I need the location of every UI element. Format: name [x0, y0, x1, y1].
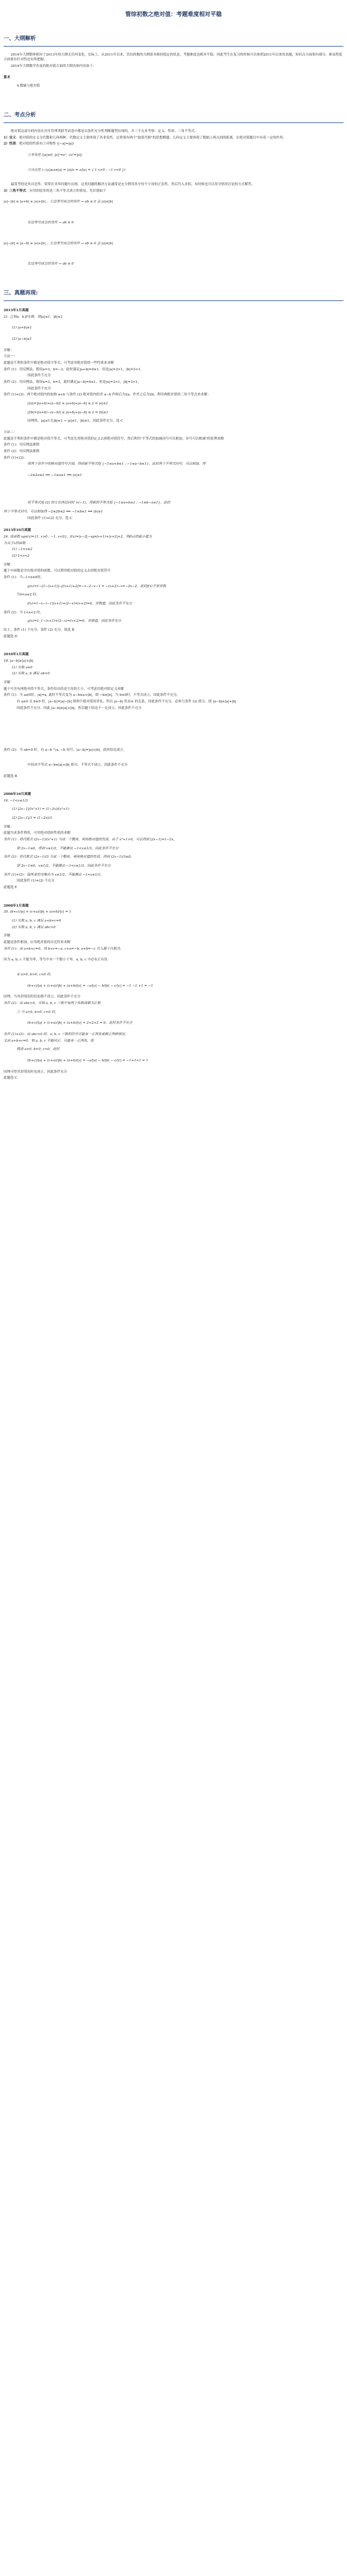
definition-label: 1）定义: [4, 136, 16, 140]
answer-label: 详解：: [4, 934, 14, 938]
method-label: 方法二：: [4, 430, 17, 434]
solution-line: 条件 (2)：当 ab<0 时，有 a−b 与a, −b 同号，|a−b|=|a|+|b|，此时结论成立，: [4, 748, 127, 753]
section-divider: [4, 46, 343, 47]
condition-option: (1) 实数 a≥0: [12, 665, 33, 670]
solution-line: 此题选 D: [4, 634, 18, 638]
formula: f(x)=1−x−(−1)(x+1)+(2−x)=(x+2)=6，常数值，因此条件不充分: [27, 602, 133, 606]
answer-label: 详解：: [4, 348, 14, 352]
solution-line: 因此条件不充分，因此 |a−b|≥|a|+|b|，所以题干结论不一定成立，因此条件不充分: [17, 706, 142, 710]
solution-line: 条件 (2)：将代数式 (2x−1)/3 当成一个整体，利用绝对值的性质，得到 (2x−1)/3≤0，: [4, 855, 134, 859]
solution-line: 两个不等式同号，可以相加得 −2≤2b≤2 ⟹ −1≤b≤1 ⟹ |b|≤1: [4, 510, 103, 514]
formula: |a|−|b| ≤ |a+b| ≤ |a|+|b| ，左边等号成立的条件 → ab ≤ 0 且 |a|≥|b|: [4, 200, 113, 204]
solution-line: 因为 a, b, c 不能为零，等号中有一个数小于零，a, b, c 中必有正有负: [4, 958, 108, 962]
question-stem: 为关于x的函数: [4, 541, 26, 545]
section-divider: [4, 300, 343, 301]
solution-line: 条件 (2)：用反例法排除: [4, 449, 40, 453]
solution-line: 当0<x≤2 时，: [17, 593, 40, 597]
exam-year-label: 2008年1月真题: [4, 904, 29, 908]
formula: |a|−|b| ≤ |a−b| ≤ |a|+|b| ，左边等号成立的条件 → ab ≥ 0 且 |a|≥|b|: [4, 241, 113, 245]
formula: (b+c)/|a| + (c+a)/|b| + (a+b)/|c| = −a/|a| − b/|b| − c/|c| = −1 −1 +1 = −1: [27, 984, 153, 988]
answer-label: 详解：: [4, 825, 14, 829]
solution-line: 此题是不利用条件中都是绝对值不等式，可考虑用绝对值的一些性质来求解: [4, 361, 114, 365]
solution-line: 因此条件 (1)+(2) 充分，选 C: [27, 516, 72, 520]
solution-line: 因此条件 (1)+(2) 不充分: [17, 879, 55, 883]
formula: g(x)=1_1−(x+1)+(2−x)=(x+2)=6，常数值，因此条件充分: [27, 619, 121, 624]
condition-option: (1) |2x−1|/(x²+1) = (1−2x)/(x²+1): [12, 808, 69, 812]
condition-option: (1) −1<x≤2: [12, 548, 33, 552]
solution-line: 因此条件不充分: [27, 374, 51, 378]
solution-line: 因此条件不充分: [27, 386, 51, 391]
solution-line: 此题是不利用条件中都是绝对值不等式，可考虑先用绝对值的定义去掉绝对值符号，然后利用"不等式的加减同号可以相加，异号可以相减"的原理来解: [4, 437, 224, 441]
condition-option: (1) 实数 a, b, c 满足 a+b+c=0: [12, 919, 62, 923]
solution-line: 综上，条件 (1) 不充分，条件 (2) 充分，故选 B: [4, 628, 75, 632]
solution-line: ① 当 a>0, b>0, c>0 时，: [17, 1010, 59, 1014]
solution-line: 条件 (1)：由 a+b+c=0，将 b+c=−a, c+a=−b, a+b=−c 代入题干代数式，: [4, 947, 124, 951]
section-heading-analysis: 二、考点分析: [4, 112, 36, 118]
question-stem: 30. (b+c)/|a| + (c+a)/|b| + (a+b)/|c| = 1: [4, 910, 72, 914]
property-formula: ②非负性 (|a|≥0, |a|²=a², √a²=|a|): [27, 153, 82, 157]
question-stem: 16. −1<x≤1/3: [4, 799, 28, 803]
formula: (b+c)/|a| + (c+a)/|b| + (a+b)/|c| = −a/|a| − b/|b| − c/|c| = −1+1+1 = 1: [27, 1058, 149, 1063]
solution-line: 条件 (2)：用反例法，假设a=3，b=3，此时满足|a−b|=0≤1，但是|a|=3>1，|b|=3>1，: [4, 380, 141, 384]
formula: 右边等号成立的条件 → ab ≤ 0: [27, 262, 74, 266]
property-text: ：绝对值的性质有①对称性 (|−a|=|a|): [16, 142, 74, 146]
solution-line: 条件 (1)+(2)：取两者的交集仍为 x≤1/2，不能推出 −1<x≤1/3，: [4, 873, 104, 877]
formula: |2b|=|(a+b)−(a−b)| ≤ |a+b|+|a−b| ≤ 2 ⇒ |b|≤1: [27, 410, 109, 415]
property-label: 2）性质: [4, 142, 16, 146]
solution-line: 此题为求条件利用，可用绝对值转性质的求解: [4, 831, 70, 836]
triangle-inequality-text: ：应用的较多的是三角不等式成立的情况，先识别如下: [26, 189, 106, 193]
condition-option: (2) |2x−1|/3 = (1−2x)/3: [12, 816, 52, 821]
solution-line: 此题是条件相加，应用绝对值的自比性来求解: [4, 940, 70, 944]
solution-line: 有 a≥0 且 b≥0 时，|a−b|=|a|−|b| 即两个绝对值项非负，所以 |a−b| 仍有≥ 的关系，因此条件不充分，必须与条件 (2) 联合，即 |a−b|≥|a|+|b|: [17, 699, 237, 704]
answer-label: 详解：: [4, 680, 14, 684]
section-heading-exam-questions: 三、真题再现:: [4, 290, 38, 297]
solution-line: 条件 (1)+(2)：: [4, 456, 27, 460]
solution-line: 条件 (1)：当 a≥0时，|a|=a, 此时不等式变为 a−b≥a+|b|，即 −b≥|b|，当 b≤0时，不等式成立，因此条件不充分，: [4, 693, 180, 698]
page-title: 管综初数之绝对值：考题难度相对平稳: [125, 11, 222, 18]
condition-option: (2) 实数 a, b, c 满足 abc>0: [12, 925, 56, 929]
solution-line: 题干中含有两绝对值不等式，条件给出的是字母的大小，可考虑用绝对值定义来解: [4, 687, 124, 691]
solution-line: 条件 (2)：由 abc>0，可知 a, b, c 三数中有两个负数或都为正数: [4, 1001, 101, 1005]
solution-line: 假设 a>0, b<0, c<0，此时: [17, 1048, 60, 1052]
solution-line: 题干中函数是含有绝对值的函数，可以利用绝对值的定义去掉绝对值符号: [4, 569, 111, 573]
formula: 右边等号成立的条件 → ab ≥ 0: [27, 221, 74, 225]
solution-line: 中间求不等式 a−b≥|a|+|b| 即可，不等式不成立，因此条件不充分: [27, 763, 128, 767]
solution-line: 同理得，|a|≤1且|b|≤1 → |a|≤1，|b|≤1，因此条件充分，选 C: [27, 419, 124, 423]
exam-year-label: 2008年10月真题: [4, 793, 31, 797]
formula: (b+c)/|a| + (c+a)/|b| + (a+b)/|c| = 2+2+2 = 6，此时条件不充分: [27, 1021, 133, 1026]
question-stem: 21. 已知a，b是实数，则|a|≤1，|b|≤1: [4, 315, 63, 319]
paragraph: 2014年大纲数学涉及的绝对值方面的大纲具体内容如下：: [11, 64, 96, 68]
formula: −2≤2a≤2 ⟹ −1≤a≤1 ⟹ |a|≤1: [27, 473, 82, 477]
exam-year-label: 2010年1月真题: [4, 653, 29, 657]
paragraph: 2014年大纲整体相对于2013年的大纲无任何变化，实际上，从2011年以来，管综的数的大纲基本维持稳定的状态，考题难度也相对平稳。因此考生在复习的时候可以参照2011年以来的真题，知识点方面要有细分，难易程度方面要有针对性还有所把握。: [4, 53, 342, 62]
solution-line: 同理，当其余情况时结论都不成立，因此条件不充分: [4, 995, 81, 999]
question-stem: 24. 设函数 sgn(x)={1, x>0 ; −1, x<0}，f(x)=|x−2|−sgn(x+1)+|x+2|+2，则f(x)的最小值为: [4, 535, 152, 539]
section-heading-outline: 一、大纲解析: [4, 35, 36, 42]
solution-line: 此题选 E: [4, 886, 17, 890]
condition-option: (2) |a−b|≤1: [12, 337, 32, 341]
property-formula: ③自比性 (−|a|≤a≤|a| ⇒ |a|/a = a/|a| = { 1 x>0 ; −1 x<0 }): [27, 168, 125, 172]
paragraph: 最常考的是其自比性，常常在非零问题中出现。这类问题的解决方法通常是充分利用其中每个字母的正负性，然后代入求值，有时候也可以用分情况讨论的方式解答。: [11, 183, 255, 187]
solution-line: 条件 (1)：用反例法排除: [4, 443, 40, 447]
answer-label: 详解：: [4, 563, 14, 567]
solution-line: 又由 a+b+c=0，知 a, b, c 不能同正，只能有一正两负，即: [4, 1039, 94, 1043]
outline-item: 4.数轴与绝对值: [17, 84, 40, 88]
solution-line: 将两个条件中的绝对值符号去掉，得到新不等式组 {−1≤a+b≤1 ; −1≤a−b≤1}，此时两个不等式同号，可以相加，得: [27, 462, 206, 466]
solution-line: 此题选 B: [4, 774, 17, 778]
solution-line: 条件 (1)：将代数式 (2x−1)/(x²+1) 当成一个整体，利用绝对值的性质，由于 x²+1>0，可以得到 |2x−1|=1−2x，: [4, 838, 177, 842]
question-stem: 18. |a−b|≥|a|+|b|: [4, 659, 33, 663]
condition-option: (2) 实数 a, b 满足 ab<0: [12, 672, 50, 676]
exam-year-label: 2013年10月真题: [4, 529, 31, 533]
formula: g(x)=1−[1−(x+1)]−[(x+1)+2]=−x−2−x−1 = −(x+2)−x=−2x−2，此时f(x)不是常数: [27, 584, 166, 588]
section-divider: [4, 122, 343, 123]
method-label: 方法一：: [4, 355, 17, 359]
page: [0, 0, 347, 1081]
solution-line: 条件 (1)：用反例法，假设a=3，b=−3，此时满足|a+b|=0≤1，但是|a|=3>1，|b|=3>1，: [4, 367, 144, 371]
solution-line: 将不等式组 (2) 的左右两边同时 ×(−1)，得新的不等式组 {−1≤a+b≤1 ; −1≤b−a≤1}，此时: [27, 501, 171, 505]
solution-line: 同理可得其余情况时也成立，因此条件充分: [4, 1070, 67, 1074]
formula: |2a|=|(a+b)+(a−b)| ≤ |a+b|+|a−b| ≤ 2 ⇒ |a|≤1: [27, 401, 108, 406]
solution-line: ① a>0, b>0, c<0 时，: [17, 972, 54, 977]
solution-line: 条件 (2)：当 1<x<2 时，: [4, 610, 44, 615]
paragraph: 绝对值这部分的内容在历年管理类联考试卷中都是以条件充分性判断题型出现的，并三个点来考察：定义、性质、三角不等式。: [11, 129, 198, 133]
solution-line: 条件 (1)：当−1<x≤0时，: [4, 576, 44, 580]
triangle-inequality-label: 3）三角不等式: [4, 189, 26, 193]
condition-option: (1) |a+b|≤1: [12, 326, 32, 330]
solution-line: 条件 (1)+(2)：两个绝对值内的加和 a+b 与条件 (2) 绝对值内的差 a−b 作和后为2a，作差之后为2b，利用两绝对值的三角不等式来求解：: [4, 393, 211, 397]
condition-option: (2) 1<x<2: [12, 554, 30, 558]
solution-line: 即 2x−1≤0，x≤1/2，不能推出 −1<x≤1/3，因此条件不充分: [17, 864, 111, 868]
solution-line: 此题选 C: [4, 1076, 17, 1080]
solution-line: 条件 (1)+(2)：由 abc>0 时，a, b, c 三数的符号可能有一正两负或都正两种情况，: [4, 1032, 128, 1036]
outline-label: 算术: [4, 75, 11, 79]
exam-year-label: 2013年1月真题: [4, 309, 29, 313]
definition-text: ：绝对值的定义分代数和几何两种。代数定义主要体现了其非负性，还重要有两个"取值代换"的思想解题；几何定义主要体现了数轴上两点间的距离，在绝对值题目中有着一定的作用。: [16, 136, 287, 140]
solution-line: 即 2x−1≤0，得到 x≤1/2，不能推出 −1<x≤1/3，因此条件不充分: [17, 846, 119, 851]
